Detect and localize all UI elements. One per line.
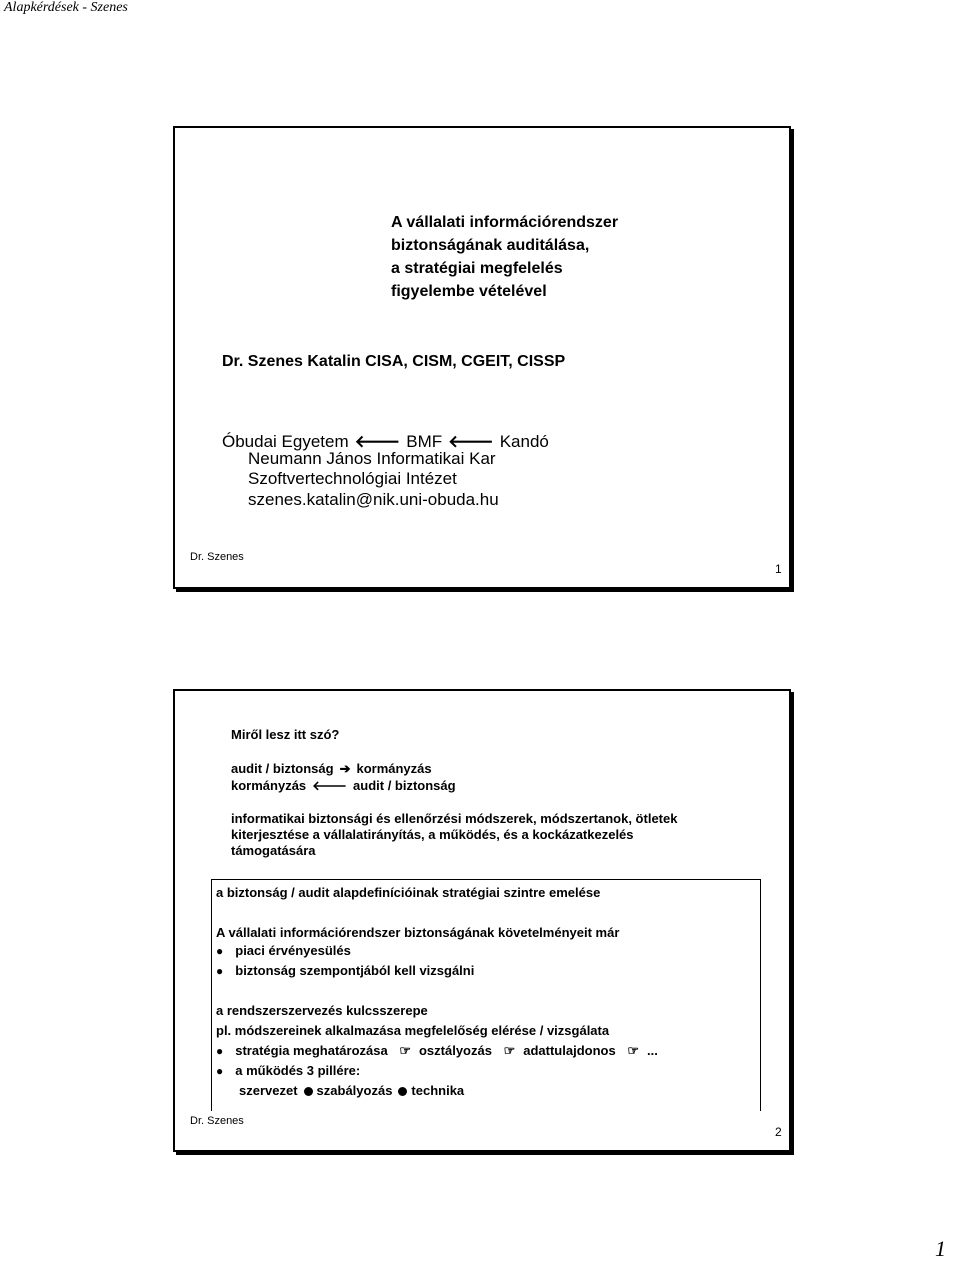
inst-part: Kandó [499,432,549,451]
bullet-text: adattulajdonos [523,1043,616,1058]
title-line: A vállalati információrendszer [391,214,619,231]
bullet-icon: ● [216,964,224,978]
pillar-text: technika [411,1083,465,1098]
author-line: Dr. Szenes Katalin CISA, CISM, CGEIT, CISSP [222,353,566,370]
filled-circle-icon [398,1087,407,1096]
topic-line-2 [231,778,456,794]
slide-number: 2 [775,1125,782,1139]
intro-paragraph [231,811,677,859]
institution-line-3: Szoftvertechnológiai Intézet [248,469,457,488]
pillar-text: szabályozás [316,1083,393,1098]
slide-heading: Miről lesz itt szó? [231,727,340,742]
institution-line-2: Neumann János Informatikai Kar [248,449,496,468]
left-arrow-icon: 🡐 [448,432,494,451]
bullet-text: osztályozás [418,1043,492,1058]
slide-footer: Dr. Szenes [190,551,244,563]
para-line: informatikai biztonsági és ellenőrzési módszerek, módszertanok, ötletek [231,811,678,826]
bullet-text: a működés 3 pillére: [235,1063,361,1078]
right-arrow-icon: ➔ [339,761,351,776]
pillar-text: szervezet [239,1083,298,1098]
topic-part: audit / biztonság [353,778,456,793]
document-header: Alapkérdések - Szenes [4,0,128,15]
bullet-icon: ● [216,1044,224,1058]
title-line: biztonságának auditálása, [391,237,590,254]
pillars-line [239,1083,464,1098]
list-item [216,1063,360,1078]
page-number: 1 [935,1236,946,1261]
bullet-icon: ● [216,1064,224,1078]
filled-circle-icon [304,1087,313,1096]
bullet-text: biztonság szempontjából kell vizsgálni [235,963,475,978]
topic-part: audit / biztonság [231,761,334,776]
box-line: a biztonság / audit alapdefinícióinak stratégiai szintre emelése [216,885,601,900]
inst-part: Óbudai Egyetem [222,432,349,451]
email-line: szenes.katalin@nik.uni-obuda.hu [248,490,499,509]
box-line: pl. módszereinek alkalmazása megfelelőség elérése / vizsgálata [216,1023,610,1038]
pointing-hand-icon: ☞ [399,1043,411,1058]
bullet-text: stratégia meghatározása [235,1043,388,1058]
para-line: támogatására [231,843,316,858]
slide-2 [173,689,791,1152]
box-line: a rendszerszervezés kulcsszerepe [216,1003,428,1018]
slide-title [391,211,618,303]
left-arrow-icon: 🡐 [354,432,401,451]
slide-number: 1 [775,562,782,576]
bullet-text: piaci érvényesülés [235,943,351,958]
title-line: figyelembe vételével [391,283,547,300]
box-line: A vállalati információrendszer biztonságának követelményeit már [216,925,620,940]
list-item [216,963,474,978]
topic-part: kormányzás [231,778,307,793]
inst-part: BMF [406,432,443,451]
topic-line-1 [231,761,432,777]
para-line: kiterjesztése a vállalatirányítás, a működés, és a kockázatkezelés [231,827,634,842]
list-item [216,1043,658,1059]
pointing-hand-icon: ☞ [627,1043,639,1058]
slide-footer: Dr. Szenes [190,1115,244,1127]
bullet-icon: ● [216,944,224,958]
left-arrow-icon: 🡐 [312,778,348,793]
pointing-hand-icon: ☞ [503,1043,516,1058]
title-line: a stratégiai megfelelés [391,260,563,277]
bullet-text: ... [646,1043,658,1058]
topic-part: kormányzás [356,761,432,776]
list-item [216,943,351,958]
slide-1 [173,126,791,589]
